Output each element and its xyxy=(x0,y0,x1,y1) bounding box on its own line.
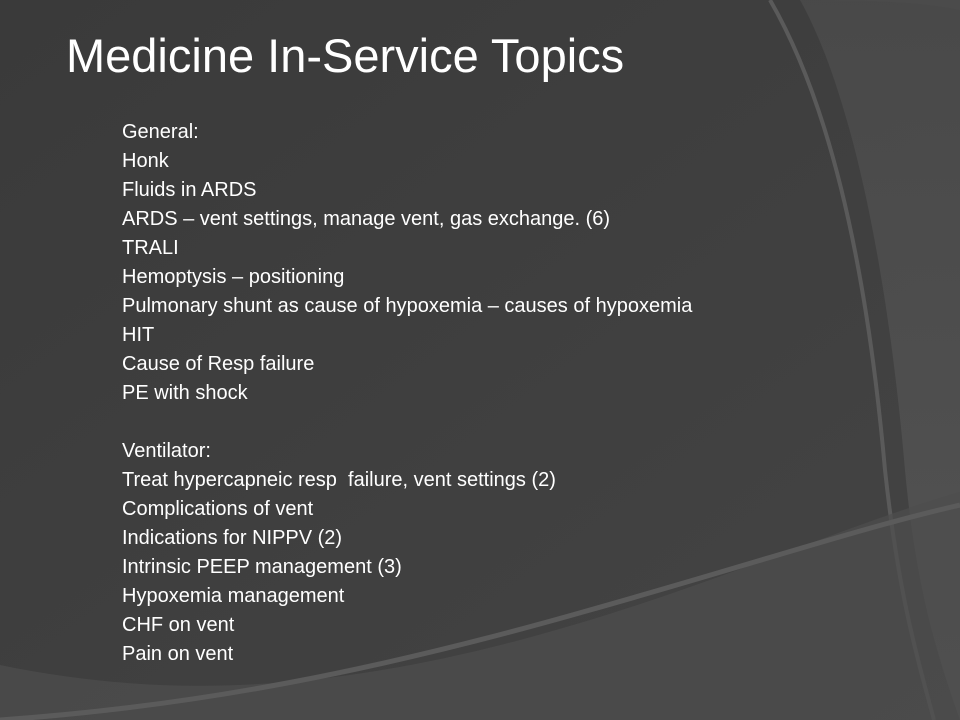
general-topic-item: PE with shock xyxy=(122,382,248,404)
ventilator-topic-item: Intrinsic PEEP management (3) xyxy=(122,556,402,578)
general-topic-item: Honk xyxy=(122,150,169,172)
general-topic-item: Pulmonary shunt as cause of hypoxemia – causes of hypoxemia xyxy=(122,295,693,317)
ventilator-topic-item: CHF on vent xyxy=(122,614,235,636)
general-heading: General: xyxy=(122,121,199,143)
general-topic-item: HIT xyxy=(122,324,155,346)
ventilator-topic-item: Complications of vent xyxy=(122,498,314,520)
ventilator-topic-item: Hypoxemia management xyxy=(122,585,345,607)
general-section xyxy=(122,118,692,408)
general-topic-item: ARDS – vent settings, manage vent, gas exchange. (6) xyxy=(122,208,611,230)
general-topic-item: Fluids in ARDS xyxy=(122,179,257,201)
ventilator-topic-list xyxy=(122,466,692,669)
general-topic-item: Cause of Resp failure xyxy=(122,353,315,375)
general-topic-item: Hemoptysis – positioning xyxy=(122,266,345,288)
ventilator-section xyxy=(122,437,692,669)
topics-content xyxy=(122,118,692,669)
slide-title: Medicine In-Service Topics xyxy=(66,29,625,82)
ventilator-topic-item: Treat hypercapneic resp failure, vent settings (2) xyxy=(122,469,556,491)
general-topic-item: TRALI xyxy=(122,237,179,259)
ventilator-heading: Ventilator: xyxy=(122,440,211,462)
general-topic-list xyxy=(122,147,692,408)
ventilator-topic-item: Indications for NIPPV (2) xyxy=(122,527,343,549)
ventilator-topic-item: Pain on vent xyxy=(122,643,234,665)
